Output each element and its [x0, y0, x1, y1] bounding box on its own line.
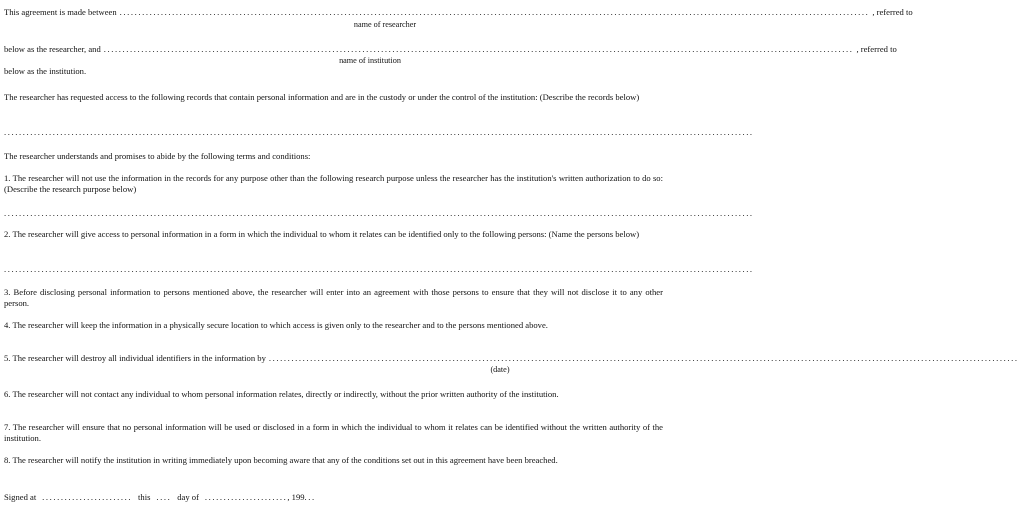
institution-line-label: below as the researcher, and [4, 44, 101, 54]
this-label: this [138, 492, 151, 502]
researcher-line-suffix: , referred to [872, 7, 913, 17]
records-description-field[interactable]: ........................................................................................................................................................................................................ [4, 127, 754, 137]
signed-place-field[interactable]: ........................ [38, 492, 136, 502]
term-6: 6. The researcher will not contact any individual to whom personal information relates, directly or indirectly, without the prior written authority of the institution. [4, 389, 559, 399]
year-field[interactable]: ... [304, 492, 316, 502]
researcher-line [4, 7, 913, 18]
researcher-name-caption: name of researcher [353, 20, 417, 29]
terms-intro: The researcher understands and promises to abide by the following terms and conditions: [4, 151, 311, 161]
term-3: 3. Before disclosing personal information to persons mentioned above, the researcher will enter into an agreement with those persons to ensure that they will not disclose it to any other person. [4, 287, 663, 308]
signed-line [4, 492, 316, 503]
day-of-label: day of [177, 492, 199, 502]
destroy-date-field[interactable]: ........................................................................................................................................................................................................ [268, 353, 1019, 363]
institution-line [4, 44, 897, 55]
term-5 [4, 353, 1019, 364]
research-purpose-field[interactable]: ........................................................................................................................................................................................................ [4, 208, 754, 218]
term-2: 2. The researcher will give access to personal information in a form in which the individual to whom it relates can be identified only to the following persons: (Name the persons below) [4, 229, 640, 239]
persons-names-field[interactable]: ........................................................................................................................................................................................................ [4, 264, 754, 274]
term-4: 4. The researcher will keep the information in a physically secure location to which access is given only to the researcher and to the persons mentioned above. [4, 320, 548, 330]
date-caption: (date) [490, 365, 510, 374]
term-7: 7. The researcher will ensure that no personal information will be used or disclosed in a form in which the individual to whom it relates can be identified without the written authority of the institution. [4, 422, 663, 443]
institution-line-suffix: , referred to [856, 44, 897, 54]
institution-name-field[interactable]: ........................................................................................................................................................................................................ [103, 44, 854, 54]
institution-name-caption: name of institution [339, 56, 401, 65]
term-5-text: 5. The researcher will destroy all individual identifiers in the information by [4, 353, 266, 363]
institution-line-end: below as the institution. [4, 66, 87, 76]
term-1: 1. The researcher will not use the information in the records for any purpose other than the following research purpose unless the researcher has the institution's written authorization to do so: (Describe the research purpose below) [4, 173, 663, 194]
term-8: 8. The researcher will notify the institution in writing immediately upon becoming aware that any of the conditions set out in this agreement have been breached. [4, 455, 558, 465]
day-field[interactable]: .... [152, 492, 176, 502]
researcher-name-field[interactable]: ........................................................................................................................................................................................................ [119, 7, 870, 17]
month-field[interactable]: ...................... [201, 492, 288, 502]
researcher-line-label: This agreement is made between [4, 7, 117, 17]
signed-at-label: Signed at [4, 492, 37, 502]
year-label: , 199 [287, 492, 305, 502]
records-paragraph: The researcher has requested access to the following records that contain personal information and are in the custody or under the control of the institution: (Describe the records below) [4, 92, 640, 102]
